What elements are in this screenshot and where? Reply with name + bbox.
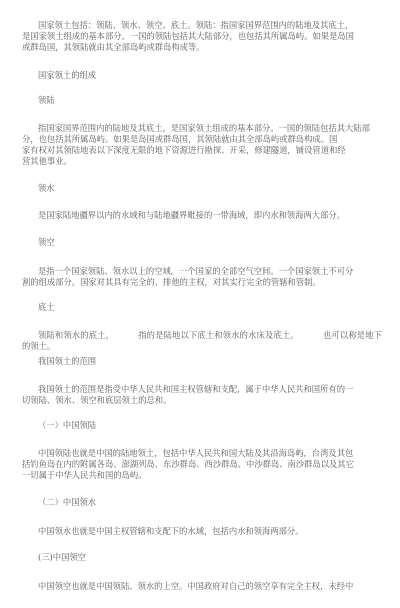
heading-cn-water: （二）中国领水 bbox=[38, 497, 97, 507]
text-line: 家有权对其领陆地表以下深度无限的地下资源进行勘探、开采，修建隧道，铺设管道和经 bbox=[22, 145, 346, 155]
air-paragraph bbox=[22, 266, 382, 288]
heading-land: 领陆 bbox=[38, 95, 55, 105]
cn-water-paragraph: 中国领水也就是中国主权管辖和支配下的水域，包括内水和领海两部分。 bbox=[38, 526, 304, 536]
cn-air-paragraph: 中国领空也就是中国领陆、领水的上空。中国政府对自己的领空享有完全主权，未经中 bbox=[38, 581, 354, 591]
heading-water: 领水 bbox=[38, 183, 55, 193]
cn-land-paragraph bbox=[22, 448, 382, 481]
text-line: 或群岛国，其领陆就由其全部岛屿或群岛构成等。 bbox=[22, 42, 205, 52]
text-line: 营其他事业。 bbox=[22, 156, 72, 166]
heading-cn-air: (三)中国领空 bbox=[38, 552, 86, 562]
text-line: 括钓鱼岛在内的附属各岛、澎湖列岛、东沙群岛、西沙群岛、中沙群岛、南沙群岛以及其它 bbox=[22, 459, 354, 469]
heading-subsoil: 底土 bbox=[38, 302, 55, 312]
text-line: 分，也包括其所属岛屿。如果是岛国或群岛国，其领陆就由其全部岛屿或群岛构成。国 bbox=[22, 134, 338, 144]
heading-composition: 国家领土的组成 bbox=[38, 70, 97, 80]
heading-scope: 我国领土的范围 bbox=[38, 356, 97, 366]
text-line: 我国领土的范围是指受中华人民共和国主权管辖和支配，属于中华人民共和国所有的一 bbox=[38, 384, 354, 394]
land-paragraph bbox=[22, 123, 382, 167]
subsoil-text-c: 也可以称是地下的领土。 bbox=[22, 330, 382, 351]
text-line: 一切属于中华人民共和国的岛屿。 bbox=[22, 470, 147, 480]
text-line: 是指一个国家领陆、领水以上的空域。一个国家的全部空气空间。一个国家领土不可分 bbox=[38, 266, 354, 276]
water-paragraph: 是国家陆地疆界以内的水域和与陆地疆界毗接的一带海域，即内水和领海两大部分。 bbox=[38, 210, 345, 220]
subsoil-text-b: 指的是陆地以下底土和领水的水床及底土。 bbox=[138, 330, 299, 340]
text-line: 指国家国界范围内的陆地及其底土，是国家领土组成的基本部分。一国的领陆包括其大陆部 bbox=[38, 123, 370, 133]
scope-paragraph bbox=[22, 384, 382, 406]
heading-cn-land: （一）中国领陆 bbox=[38, 420, 97, 430]
text-line: 中国领陆也就是中国的陆地领土，包括中华人民共和国大陆及其沿海岛屿，台湾及其包 bbox=[38, 448, 354, 458]
heading-air: 领空 bbox=[38, 237, 55, 247]
subsoil-text-a: 领陆和领水的底土， bbox=[38, 330, 115, 340]
subsoil-paragraph bbox=[22, 330, 382, 352]
text-line: 是国家领土组成的基本部分。一国的领陆包括其大陆部分，也包括其所属岛屿。如果是岛国 bbox=[22, 31, 354, 41]
text-line: 切领陆、领水、领空和底层领土的总和。 bbox=[22, 395, 172, 405]
intro-paragraph bbox=[22, 20, 382, 53]
text-line: 割的组成部分。国家对其具有完全的、排他的主权，对其实行完全的管辖和管制。 bbox=[22, 277, 321, 287]
text-line: 国家领土包括：领陆、领水、领空、底土。领陆：指国家国界范围内的陆地及其底土， bbox=[38, 20, 354, 30]
